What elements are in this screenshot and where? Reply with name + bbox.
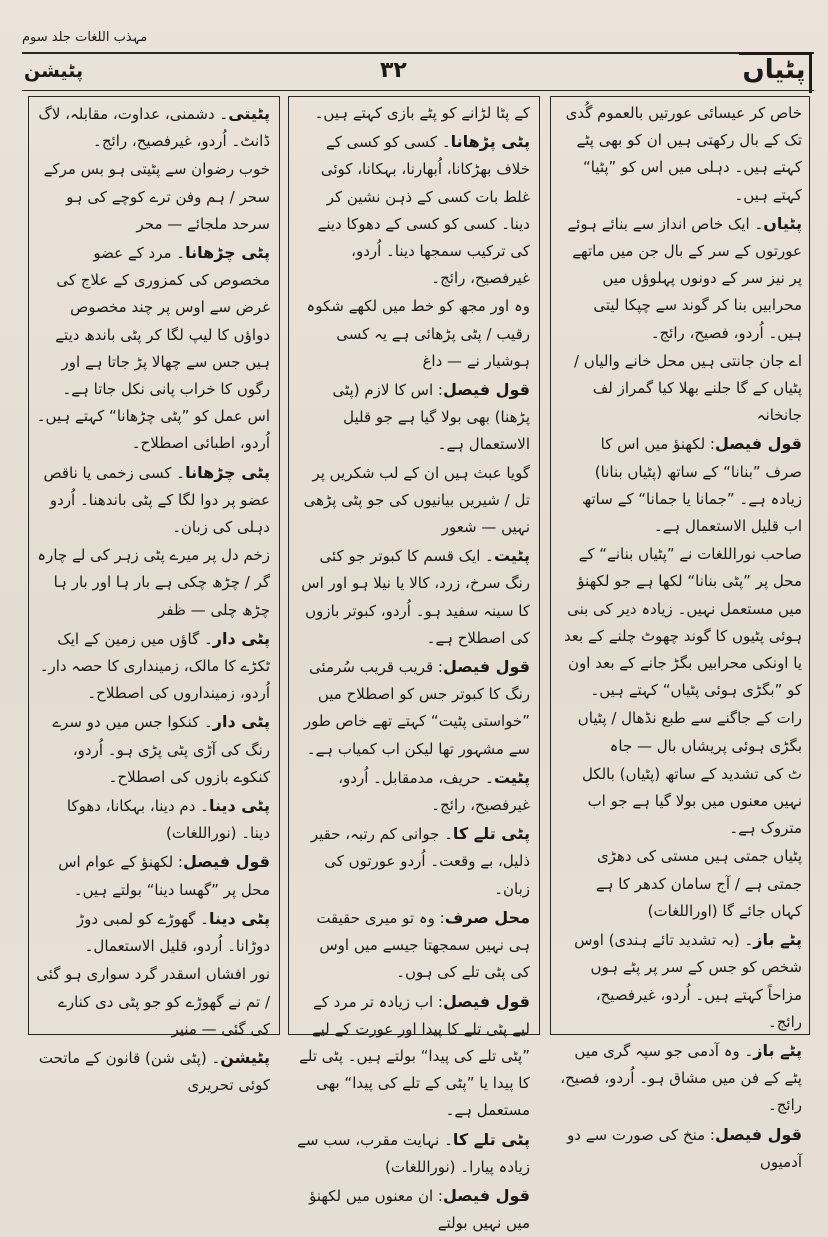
dictionary-entry — [296, 653, 530, 763]
entry-headword: پٹے باز — [753, 930, 802, 950]
entry-text: ۔ وہ آدمی جو سپہ گری میں پٹے کے فن میں مشاق ہو۔ اُردو، فصیح، رائج۔ — [560, 1041, 802, 1115]
dictionary-entry — [560, 100, 802, 209]
dictionary-entry — [560, 761, 802, 843]
entry-text: ۔ دشمنی، عداوت، مقابلہ، لاگ ڈانٹ۔ اُردو، غیرفصیح، رائج۔ — [38, 105, 270, 151]
entry-text: زخم دل پر میرے پٹی زہر کی لے چارہ گر / چڑھ چکی ہے بار ہا اور بار ہا چڑھ چلی — ظفر — [37, 546, 270, 619]
dictionary-entry — [560, 705, 802, 759]
dictionary-entry — [296, 128, 530, 292]
entry-headword: پٹے باز — [753, 1040, 802, 1060]
entry-text: کے پٹا لڑانے کو پٹے بازی کہتے ہیں۔ — [314, 104, 530, 122]
dictionary-entry — [36, 459, 270, 542]
dictionary-entry — [560, 430, 802, 540]
dictionary-entry — [296, 100, 530, 127]
entry-headword: پٹیشن — [220, 1047, 270, 1067]
entry-text: : وہ تو میری حقیقت ہی نہیں سمجھتا جیسے میں اوس کی پٹی تلے کی ہوں۔ — [316, 908, 530, 982]
entry-headword: پٹی دار — [212, 628, 270, 648]
entry-text: خاص کر عیسائی عورتیں بالعموم گُدی تک کے بال رکھتی ہیں ان کو بھی پٹے کہتے ہیں۔ دہلی میں اس کو ”پٹیا“ کہتے ہیں۔ — [565, 104, 802, 204]
dictionary-entry — [296, 988, 530, 1125]
entry-headword: پٹی تلے کا — [452, 1129, 530, 1149]
dictionary-entry — [296, 764, 530, 819]
entry-headword: پٹی چڑھانا — [185, 462, 270, 482]
dictionary-entry — [36, 905, 270, 960]
entry-headword: پٹیت — [493, 546, 530, 566]
dictionary-entry — [560, 210, 802, 347]
entry-headword: قول فیصل — [442, 1185, 530, 1205]
dictionary-entry — [36, 708, 270, 791]
dictionary-entry — [296, 542, 530, 652]
dictionary-entry — [296, 1182, 530, 1237]
entry-text: رات کے جاگنے سے طبع نڈھال / پٹیاں بگڑی ہوئی پریشاں بال — جاہ — [577, 709, 802, 755]
dictionary-entry — [296, 904, 530, 987]
entry-text: گویا عبث ہیں ان کے لب شکریں پر تل / شیریں بیانیوں کی جو پٹی پڑھی نہیں — شعور — [303, 463, 530, 537]
entry-text: ۔ گاؤں میں زمین کے ایک ٹکڑے کا مالک، زمینداری کا حصہ دار۔ اُردو، زمینداروں کی اصطلاح۔ — [39, 629, 270, 703]
entry-text: ۔ ایک قسم کا کبوتر جو کئی رنگ سرخ، زرد، کالا یا نیلا ہو اور اس کا سینہ سفید ہو۔ اُردو، کبوتر بازوں کی اصطلاح ہے۔ — [301, 547, 530, 647]
dictionary-entry — [296, 1126, 530, 1181]
entry-headword: پٹی دینا — [208, 908, 270, 928]
entry-headword: قول فیصل — [442, 991, 530, 1011]
entry-headword: پٹیتی — [228, 104, 270, 123]
entry-headword: قول فیصل — [442, 657, 530, 677]
entry-text: ۔ حریف، مدمقابل۔ اُردو، غیرفصیح، رائج۔ — [338, 768, 530, 815]
entry-text: : اب زیادہ تر مرد کے لیے پٹی تلے کا پیدا اور عورت کے لیے ”پٹی تلے کی پیدا“ بولتے ہیں۔ پٹی تلے کا پیدا یا ”پٹی کے تلے کی پیدا“ بھی مستعمل ہے۔ — [299, 992, 530, 1120]
entry-text: ۔ کسی زخمی یا ناقص عضو پر دوا لگا کے پٹی باندھنا۔ اُردو دہلی کی زبان۔ — [43, 463, 270, 537]
entry-text: ۔ کنکوا جس میں دو سرے رنگ کی آڑی پٹی پڑی ہو۔ اُردو، کنکوے بازوں کی اصطلاح۔ — [52, 713, 270, 786]
entry-text: نور افشاں اسقدر گرد سواری ہو گئی / تم نے گھوڑے کو جو پٹی دی کنارے کی گئی — منیر — [36, 965, 270, 1038]
entry-text: ۔ (بہ تشدید تائے ہندی) اوس شخص کو جس کے سر پر پٹے ہوں مزاحاً کہتے ہیں۔ اُردو، غیرفصیح، رائج۔ — [574, 931, 802, 1031]
dictionary-entry — [36, 156, 270, 238]
dictionary-entry — [560, 926, 802, 1036]
entry-text: صاحب نوراللغات نے ”پٹیاں بنانے“ کے محل پر ”پٹی بنانا“ لکھا ہے جو لکھنؤ میں مستعمل نہیں۔ زیادہ دیر کی بنی ہوئی پٹیوں کا گوند چھوٹ چلنے کے بعد یا اونکی محرابیں بگڑ جانے کے بعد اون کو ”بگڑی ہوئی پٹیاں“ کہتے ہیں۔ — [563, 545, 802, 700]
section-title: پٹیاں — [739, 52, 812, 93]
dictionary-entry — [36, 961, 270, 1043]
entry-text: خوب رضوان سے پٹیتی ہو بس مرکے سحر / ہم وفن ترے کوچے کی ہو سرحد ملجائے — محر — [43, 160, 270, 233]
entry-text: ۔ (پٹی شن) قانون کے ماتحت کوئی تحریری — [38, 1048, 270, 1095]
dictionary-entry — [296, 293, 530, 375]
entry-headword: پٹی دینا — [208, 796, 270, 816]
entry-text: ۔ نہایت مقرب، سب سے زیادہ پیارا۔ (نوراللغات) — [297, 1130, 530, 1176]
entry-text: : اس کا لازم (پٹی پڑھنا) بھی بولا گیا ہے جو قلیل الاستعمال ہے۔ — [332, 381, 530, 454]
dictionary-entry — [36, 100, 270, 155]
entry-headword: محل صرف — [444, 907, 530, 927]
entry-text: وہ اور مجھ کو خط میں لکھے شکوہ رقیب / پٹی پڑھائی ہے یہ کسی ہوشیار نے — داغ — [306, 297, 530, 370]
entry-text: ۔ مرد کے عضو مخصوص کی کمزوری کے علاج کی غرض سے اوس پر چند مخصوص دواؤں کا لیپ لگا کر پٹی باندھ دیتے ہیں جس سے چھالا پڑ جاتا ہے اور رگوں کا خراب پانی نکل جاتا ہے۔ اس عمل کو ”پٹی چڑھانا“ کہتے ہیں۔ اُردو، اطبائی اصطلاح۔ — [36, 244, 270, 453]
entry-headword: قول فیصل — [714, 1124, 802, 1144]
entry-text: اے جان جانتی ہیں محل خانے والیاں / پٹیاں کے گا جلنے بھلا کیا گمراز لف جانخانہ — [573, 351, 802, 425]
dictionary-entry — [36, 792, 270, 847]
entry-headword: قول فیصل — [182, 852, 270, 872]
page-number: ۳۲ — [380, 58, 407, 83]
entry-text: : منخ کی صورت سے دو آدمیوں — [567, 1125, 802, 1171]
entry-headword: قول فیصل — [714, 434, 802, 454]
entry-text: : لکھنؤ میں اس کا صرف ”بنانا“ کے ساتھ (پٹیاں بنانا) زیادہ ہے۔ ”جمانا یا جمانا“ کے ساتھ اب قلیل الاستعمال ہے۔ — [582, 435, 802, 536]
entry-headword: پٹیت — [493, 767, 530, 787]
entry-headword: پٹی پڑھانا — [450, 132, 530, 152]
header-sub-rule — [22, 90, 814, 91]
dictionary-entry — [36, 848, 270, 903]
dictionary-entry — [36, 542, 270, 624]
entry-headword: پٹی چڑھانا — [185, 243, 270, 263]
dictionary-entry — [560, 348, 802, 430]
entry-headword: پٹی تلے کا — [452, 824, 530, 844]
dictionary-entry — [296, 820, 530, 903]
dictionary-entry — [560, 541, 802, 704]
entry-text: : قریب قریب سُرمئی رنگ کا کبوتر جس کو اصطلاح میں ”خواستی پٹیت“ کہتے تھے خاص طور سے مشہور تھا لیکن اب کمیاب ہے۔ — [303, 658, 530, 758]
entry-text: ۔ دم دینا، بہکانا، دھوکا دینا۔ (نوراللغات) — [66, 797, 270, 843]
dictionary-entry — [560, 1121, 802, 1176]
dictionary-entry — [36, 1044, 270, 1099]
entry-text: ۔ ایک خاص انداز سے بنائے ہوئے عورتوں کے سر کے بال جن میں ماتھے پر نیز سر کے دونوں پہلوؤں میں محرابیں بنا کر گوند سے چپکا لیتی ہیں۔ اُردو، فصیح، رائج۔ — [567, 214, 802, 342]
column-right — [552, 96, 810, 1171]
header-rule — [22, 52, 814, 54]
dictionary-entry — [296, 460, 530, 542]
entry-headword: پٹی دار — [212, 712, 270, 732]
dictionary-entry — [36, 625, 270, 708]
book-title: مہذب اللغات جلد سوم — [22, 30, 148, 45]
entry-headword: پٹیاں — [763, 213, 802, 233]
entry-text: : ان معنوں میں لکھنؤ میں نہیں بولتے — [309, 1186, 530, 1233]
entry-text: : لکھنؤ کے عوام اس محل پر ”گھسا دینا“ بولتے ہیں۔ — [58, 853, 270, 899]
dictionary-entry — [36, 239, 270, 458]
entry-text: ۔ کسی کو کسی کے خلاف بھڑکانا، اُبھارنا، بہکانا، کوئی غلط بات کسی کے ذہن نشین کر دینا۔ کسی کو کسی کے دھوکا دینے کی ترکیب سمجھا دینا۔ اُردو، غیرفصیح، رائج۔ — [317, 133, 530, 288]
dictionary-entry — [560, 1037, 802, 1120]
column-middle — [288, 96, 538, 1233]
catch-word: پٹیشن — [24, 60, 84, 82]
entry-text: ۔ جوانی کم رتبہ، حقیر ذلیل، بے وقعت۔ اُردو عورتوں کی زبان۔ — [310, 825, 530, 898]
entry-text: ۔ گھوڑے کو لمبی دوڑ دوڑانا۔ اُردو، قلیل الاستعمال۔ — [76, 909, 270, 956]
entry-text: پٹیاں جمتی ہیں مستی کی دھڑی جمتی ہے / آج سامان کدھر کا ہے کہاں جائے گا (اوراللغات) — [595, 847, 802, 920]
entry-headword: قول فیصل — [442, 380, 530, 400]
column-left — [28, 96, 278, 1095]
dictionary-entry — [296, 376, 530, 459]
dictionary-entry — [560, 843, 802, 925]
entry-text: ٹ کی تشدید کے ساتھ (پٹیاں) بالکل نہیں معنوں میں بولا گیا ہے جو اب متروک ہے۔ — [581, 764, 802, 838]
